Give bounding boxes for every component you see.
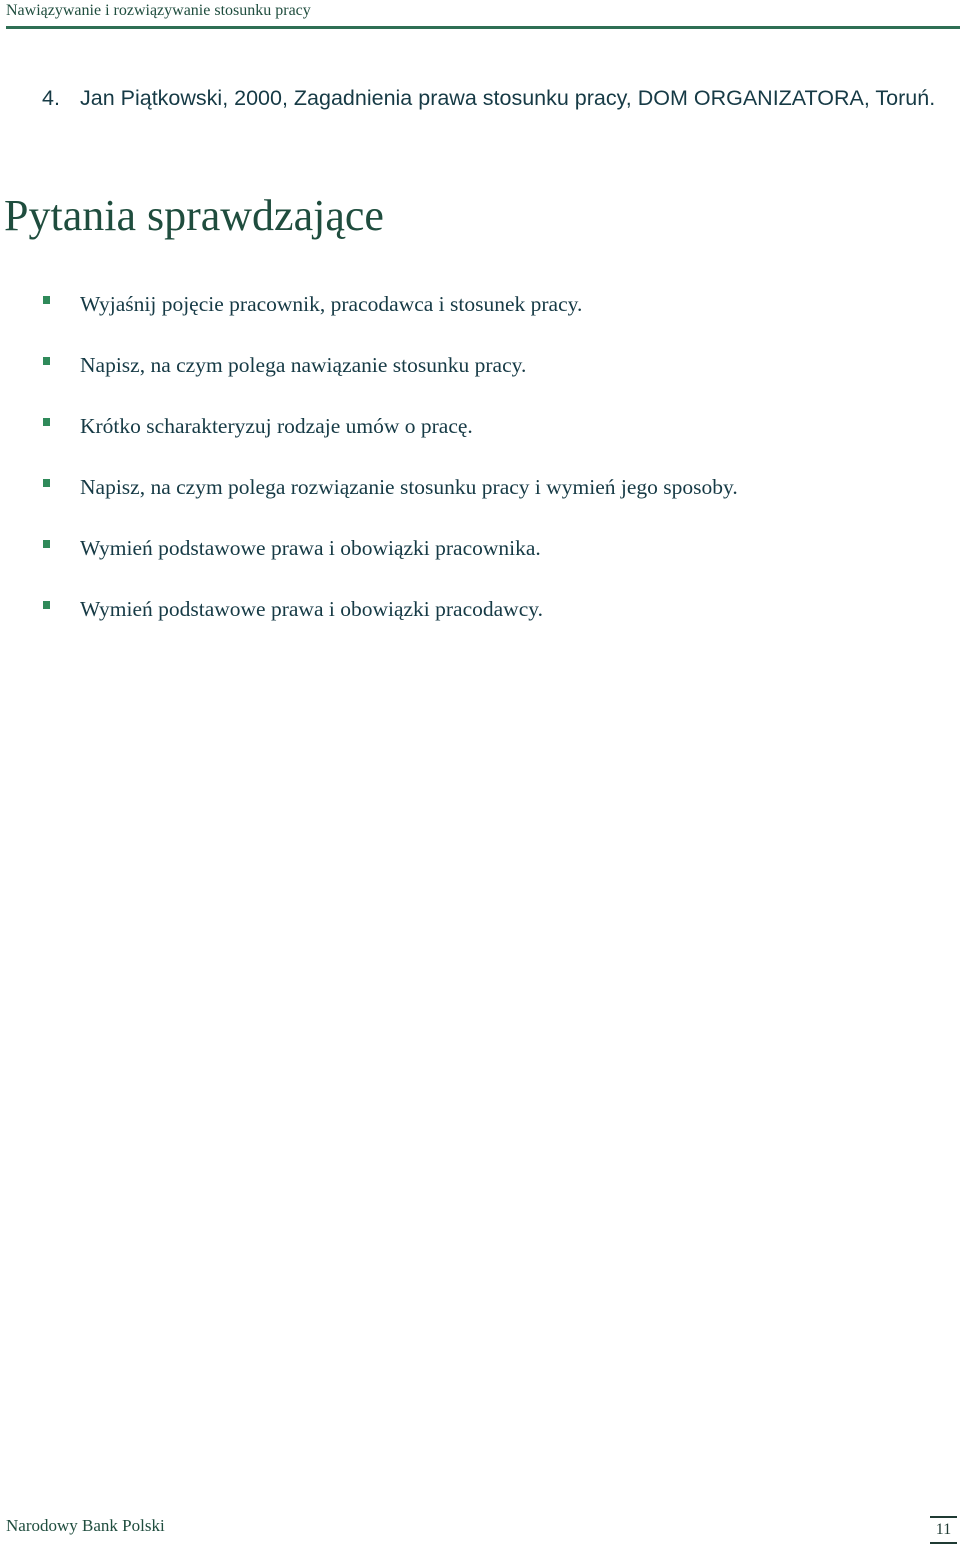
- bibliography-entry-number: 4.: [42, 86, 60, 110]
- bibliography-entry: [42, 82, 957, 114]
- question-text: Krótko scharakteryzuj rodzaje umów o pracę.: [80, 414, 473, 438]
- page-header: [6, 2, 960, 29]
- square-bullet-icon: [43, 540, 50, 548]
- footer-organization: Narodowy Bank Polski: [6, 1516, 165, 1535]
- square-bullet-icon: [43, 418, 50, 426]
- square-bullet-icon: [43, 601, 50, 609]
- bibliography-entry-text: Jan Piątkowski, 2000, Zagadnienia prawa stosunku pracy, DOM ORGANIZATORA, Toruń.: [80, 86, 936, 110]
- page-number: 11: [930, 1516, 957, 1544]
- square-bullet-icon: [43, 479, 50, 487]
- square-bullet-icon: [43, 357, 50, 365]
- question-text: Wymień podstawowe prawa i obowiązki pracownika.: [80, 536, 541, 560]
- question-text: Napisz, na czym polega nawiązanie stosunku pracy.: [80, 353, 527, 377]
- question-text: Wymień podstawowe prawa i obowiązki pracodawcy.: [80, 597, 543, 621]
- square-bullet-icon: [43, 296, 50, 304]
- question-text: Napisz, na czym polega rozwiązanie stosunku pracy i wymień jego sposoby.: [80, 475, 738, 499]
- section-title: Pytania sprawdzające: [4, 191, 384, 240]
- question-text: Wyjaśnij pojęcie pracownik, pracodawca i stosunek pracy.: [80, 292, 583, 316]
- running-header-title: Nawiązywanie i rozwiązywanie stosunku pracy: [6, 2, 311, 19]
